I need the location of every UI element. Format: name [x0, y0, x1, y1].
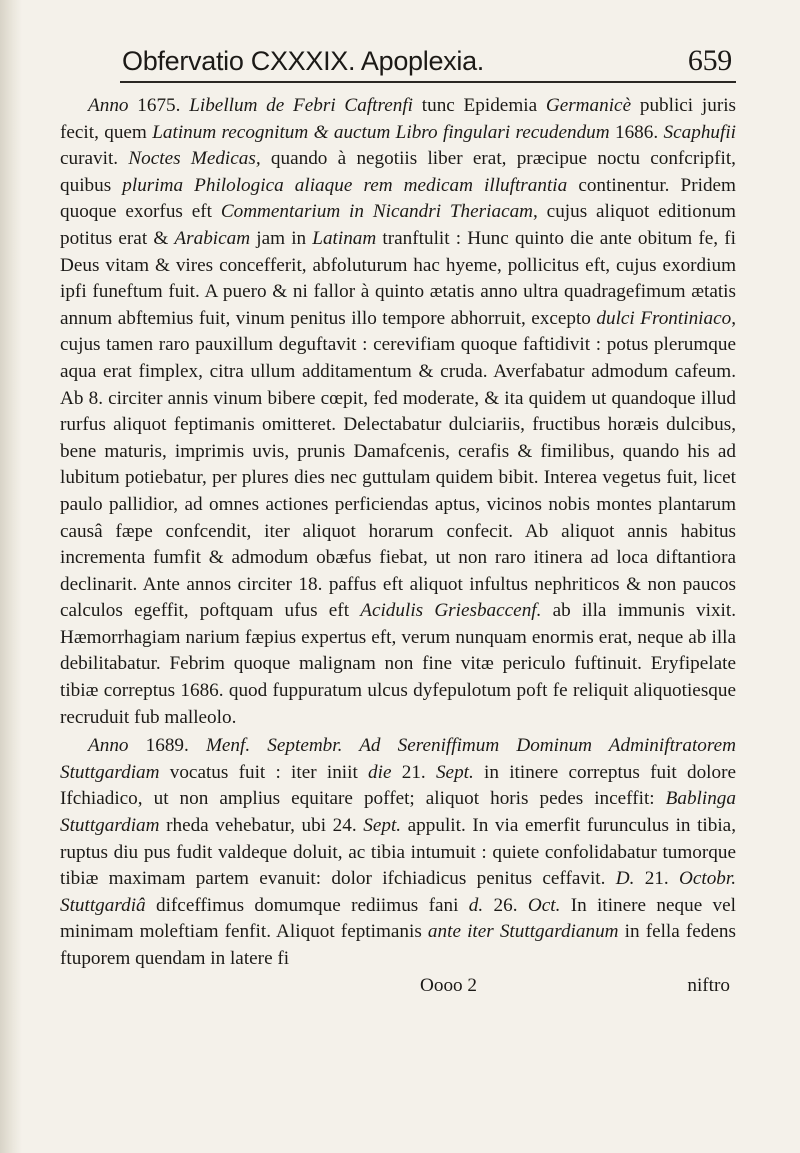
- catchword: niftro: [687, 974, 730, 996]
- italic-text-run: Libellum de Febri Caftrenfi: [189, 95, 414, 116]
- italic-text-run: d.: [468, 894, 484, 916]
- italic-text-run: Oct.: [527, 894, 561, 916]
- signature-mark: Oooo 2: [420, 974, 478, 996]
- italic-text-run: Octobr. Stuttgardiâ: [60, 868, 737, 916]
- text-run: in itinere correptus fuit dolore Ifchiadico, ut non amplius equitare poffet; aliquot horis pedes inceffit:: [60, 761, 736, 810]
- text-run: quando à negotiis liber erat, præcipue noctu confcripfit, quibus: [60, 148, 736, 196]
- text-run: difceffimus domumque rediimus fani: [145, 894, 469, 916]
- italic-text-run: ante iter Stuttgardianum: [427, 921, 619, 943]
- text-run: ab illa immunis vixit. Hæmorrhagiam narium fæpius expertus eft, verum nunquam enormis erat, neque ab illa debilitabatur. Febrim quoque malignam non fine vitæ periculo fuftinuit. Eryfipelate tibiæ correptus 1686. quod fuppuratum ulcus dyfepulotum poft fe reliquit aliquotiesque recruduit fub malleolo.: [60, 600, 737, 728]
- italic-text-run: Commentarium in Nicandri Theriacam: [220, 201, 534, 223]
- text-run: 1689.: [128, 735, 206, 757]
- text-run: 21.: [634, 868, 679, 890]
- italic-text-run: plurima Philologica aliaque rem medicam illuftrantia: [122, 174, 568, 196]
- body-text: [60, 93, 736, 973]
- text-run: , cujus aliquot editionum potitus erat &: [60, 201, 736, 249]
- italic-text-run: Sept.: [435, 761, 474, 783]
- text-run: In itinere neque vel minimam moleftiam fenfit. Aliquot feptimanis: [60, 894, 737, 943]
- italic-text-run: Arabicam: [174, 227, 251, 249]
- text-run: rheda vehebatur, ubi 24.: [159, 815, 364, 837]
- italic-text-run: Menf. Septembr. Ad Sereniffimum Dominum Adminiftratorem Stuttgardiam: [60, 735, 737, 783]
- text-run: 1675.: [137, 95, 190, 116]
- italic-text-run: Acidulis Griesbaccenf.: [360, 600, 542, 622]
- italic-text-run: Noctes Medicas,: [128, 148, 261, 170]
- text-run: tranftulit : Hunc quinto die ante obitum fe, fi Deus vitam & vires concefferit, abfoluturum hac hyeme, pollicitus eft, cujus exordium ipfi funeftum fuit. A puero & ni fallor à quinto ætatis anno ultra quadragefimum ætatis annum abftemius fuit, vinum penitus illo tempore abhorruit, excepto: [60, 227, 736, 329]
- text-run: jam in: [250, 227, 313, 249]
- page-footer: [60, 973, 736, 1000]
- text-run: 1686.: [609, 121, 664, 143]
- italic-text-run: Sept.: [363, 815, 402, 837]
- text-run: 21.: [391, 761, 436, 783]
- italic-text-run: Latinam: [312, 227, 377, 249]
- page-number: 659: [687, 44, 732, 77]
- paragraph: [60, 93, 736, 731]
- italic-text-run: Latinum recognitum & auctum Libro fingulari recudendum: [152, 121, 610, 143]
- text-run: vocatus fuit : iter iniit: [159, 761, 369, 783]
- text-run: continentur. Pridem quoque exorfus eft: [60, 174, 736, 223]
- text-run: appulit. In via emerfit furunculus in tibia, ruptus diu pus fudit valdeque doluit, ac tibia intumuit : quiete confolidabatur tumorque tibiæ maximam partem evanuit: dolor ifchiadicus penitus ceffavit.: [60, 815, 736, 890]
- italic-text-run: Anno: [88, 95, 138, 116]
- text-run: , cujus tamen raro pauxillum deguftavit : cerevifiam quoque faftidivit : potus plerumque aqua erat fimplex, citra ullum additamentum & cruda. Averfabatur admodum cafeum. Ab 8. circiter annis vinum bibere cœpit, fed moderate, & ita quidem ut quandoque illud rurfus aliquot feptimanis omitteret. Delectabatur dulciariis, fructibus horæis dulcibus, bene maturis, imprimis uvis, prunis Damafcenis, cerafis & fimilibus, quando his ad lubitum potiebatur, per plures dies nec guttulam quidem bibit. Interea vegetus fuit, licet paulo pallidior, ad omnes actiones perficiendas aptus, vicinos nobis montes plantarum causâ fæpe confcendit, iter aliquot horarum confecit. Ab aliquot annis habitus incrementa fumfit & admodum obæfus fiebat, ut non raro itinera ad loca diftantiora declinarit. Ante annos circiter 18. paffus eft aliquot infultus nephriticos & non paucos calculos egeffit, poftquam ufus eft: [60, 307, 736, 622]
- italic-text-run: D.: [615, 868, 635, 890]
- text-run: in fella fedens ftuporem quendam in latere fi: [60, 921, 736, 969]
- italic-text-run: Scaphufii: [663, 121, 736, 143]
- italic-text-run: dulci Frontiniaco: [596, 307, 732, 329]
- italic-text-run: die: [368, 761, 392, 783]
- text-run: tunc Epidemia: [413, 95, 546, 116]
- running-title: Obfervatio CXXXIX. Apoplexia.: [122, 46, 484, 76]
- text-run: publici juris fecit, quem: [60, 95, 737, 143]
- running-header: [60, 44, 736, 78]
- text-run: 26.: [483, 894, 528, 916]
- italic-text-run: Bablinga Stuttgardiam: [60, 788, 736, 837]
- italic-text-run: Anno: [88, 735, 129, 757]
- text-run: curavit.: [60, 148, 129, 170]
- paragraph: [60, 733, 736, 972]
- italic-text-run: Germanicè: [545, 95, 632, 116]
- page-gutter-shadow: [0, 0, 22, 1153]
- header-rule: [120, 81, 736, 83]
